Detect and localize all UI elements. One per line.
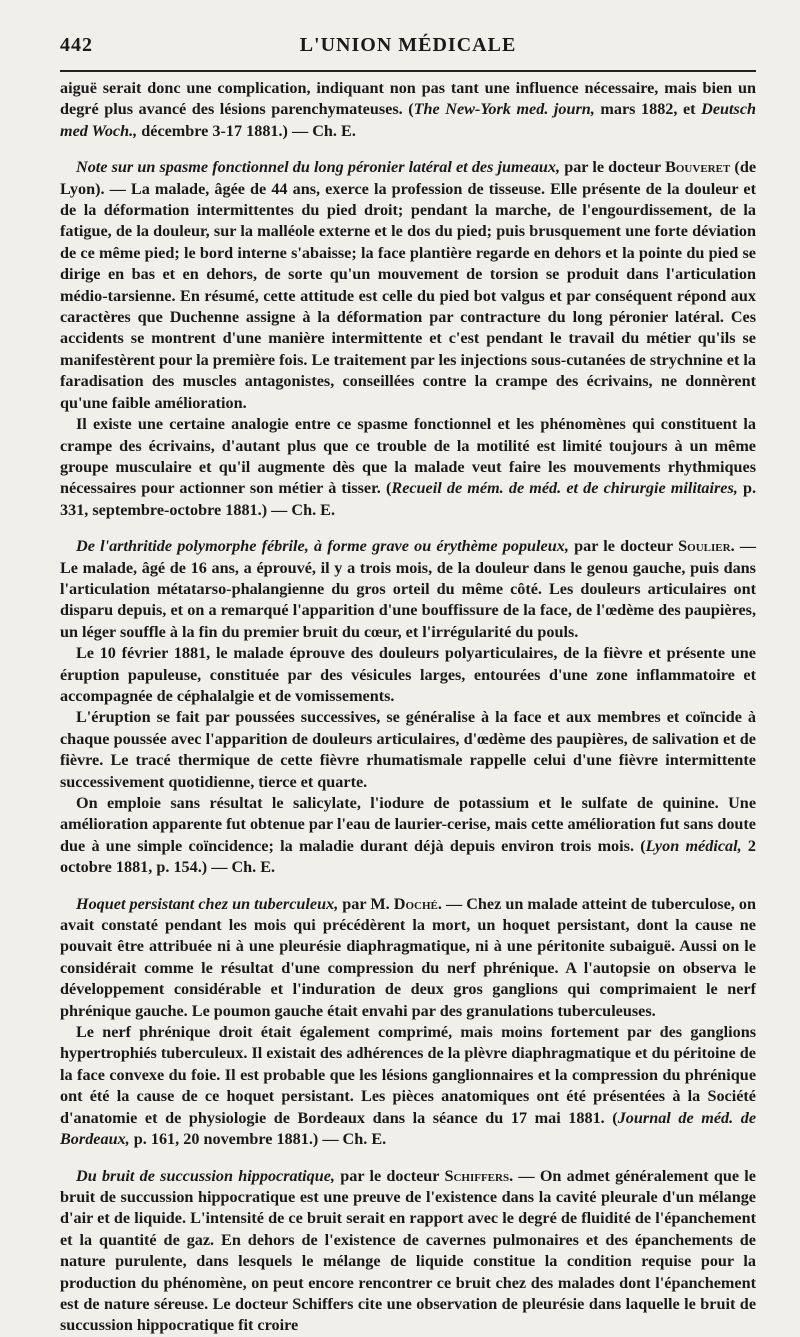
citation-source: Journal de méd. de Bordeaux, bbox=[60, 1108, 757, 1149]
citation-source: Deutsch med Woch., bbox=[60, 100, 757, 140]
page-number: 442 bbox=[60, 34, 93, 56]
article-author: Doché bbox=[393, 894, 438, 913]
article-title: Hoquet persistant chez un tuberculeux, bbox=[76, 894, 339, 913]
article-author: Bouveret bbox=[665, 158, 731, 177]
citation-source: Recueil de mém. de méd. et de chirurgie militaires, bbox=[391, 479, 738, 498]
article-spasme: Note sur un spasme fonctionnel du long péronier latéral et des jumeaux, par le docteur Bouveret (de Lyon). — La malade, âgée de 44 ans, exerce la profession de tisseuse. Elle présente de la douleur et de la déformation intermittentes du pied droit; pendant la marche, de l'engourdissement, de la fatigue, de la douleur, sur la malléole externe et le dos du pied; puis brusquement une forte déviation de ce même pied; le bord interne s'abaisse; la face plantière regarde en dehors et la pointe du pied se dirige en bas et en dehors, de sorte qu'un mouvement de torsion se produit dans l'articulation médio-tarsienne. En résumé, cette attitude est celle du pied bot valgus et par conséquent répond aux caractères que Duchenne assigne à la déformation par contracture du long péronier latéral. Ces accidents se montrent d'une manière intermittente et c'est pendant le travail du métier qu'ils se manifestèrent pour la première fois. Le traitement par les injections sous-cutanées de strychnine et la faradisation des muscles antagonistes, conseillées contre la crampe des écrivains, ne donnèrent qu'une faible amélioration. bbox=[60, 158, 757, 412]
article-title: Note sur un spasme fonctionnel du long péronier latéral et des jumeaux, bbox=[76, 158, 561, 177]
running-head bbox=[60, 34, 756, 58]
header-rule bbox=[60, 70, 756, 72]
article-title: Du bruit de succussion hippocratique, bbox=[76, 1166, 335, 1185]
citation-source: The New-York med. journ, bbox=[413, 100, 595, 119]
article-title: De l'arthritide polymorphe fébrile, à forme grave ou érythème populeux, bbox=[76, 537, 569, 556]
article-hoquet: Hoquet persistant chez un tuberculeux, par M. Doché. — Chez un malade atteint de tuberculose, on avait constaté pendant les mois qui précédèrent la mort, un hoquet persistant, dont la cause ne pouvait être attribuée ni à une pleurésie diaphragmatique, ni à une péritonite subaiguë. Aussi on le considérait comme le résultat d'une compression du nerf phrénique. A l'autopsie on observa le développement considérable et l'induration de deux gros ganglions qui comprimaient le nerf phrénique gauche. Le poumon gauche était envahi par des granulations tuberculeuses. bbox=[60, 894, 756, 1020]
article-author: Schiffers bbox=[444, 1166, 510, 1185]
paragraph: Le nerf phrénique droit était également comprimé, mais moins fortement par des ganglions hypertrophiés tuberculeux. Il existait des adhérences de la plèvre diaphragmatique et du péritoine de la face convexe du foie. Il est probable que les lésions ganglionnaires et la compression du phrénique ont été la cause de ce hoquet persistant. Les pièces anatomiques ont été présentées à la Société d'anatomie et de physiologie de Bordeaux dans la séance du 17 mai 1881. (Journal de méd. de Bordeaux, p. 161, 20 novembre 1881.) — Ch. E. bbox=[60, 1023, 757, 1149]
article-author: Soulier bbox=[678, 537, 731, 556]
article-arthritide: De l'arthritide polymorphe fébrile, à forme grave ou érythème populeux, par le docteur Soulier. — Le malade, âgé de 16 ans, a éprouvé, il y a trois mois, de la douleur dans le genou gauche, puis dans l'articulation métatarso-phalangienne du gros orteil du même côté. Les douleurs articulaires ont disparu depuis, et on a remarqué l'apparition d'une bouffissure de la face, de l'œdème des paupières, un léger souffle à la fin du premier bruit du cœur, et l'irrégularité du pouls. bbox=[60, 537, 757, 641]
citation-source: Lyon médical, bbox=[645, 836, 742, 855]
paragraph: Il existe une certaine analogie entre ce spasme fonctionnel et les phénomènes qui constituent la crampe des écrivains, d'autant plus que ce trouble de la motilité est limité toujours à un même groupe musculaire et qu'il augmente dès que la malade veut faire les mouvements rhythmiques nécessaires pour actionner son métier à tisser. (Recueil de mém. de méd. et de chirurgie militaires, p. 331, septembre-octobre 1881.) — Ch. E. bbox=[60, 415, 756, 519]
article-succussion: Du bruit de succussion hippocratique, par le docteur Schiffers. — On admet généralement que le bruit de succussion hippocratique est une preuve de l'existence dans la cavité pleurale d'un mélange d'air et de liquide. L'intensité de ce bruit serait en rapport avec le degré de fluidité de l'épanchement et la quantité de gaz. En dehors de l'existence de cavernes pulmonaires et des épanchements de nature purulente, dans lesquels le mélange de liquide constitue la condition requise pour la production du phénomène, on peut encore rencontrer ce bruit chez des malades dont l'épanchement est de nature séreuse. Le docteur Schiffers cite une observation de pleurésie dans laquelle le bruit de succussion hippocratique fit croire bbox=[60, 1166, 756, 1335]
paragraph-continuation: aiguë serait donc une complication, indiquant non pas tant une influence nécessaire, mais bien un degré plus avancé des lésions parenchymateuses. (The New-York med. journ, mars 1882, et Deutsch med Woch., décembre 3-17 1881.) — Ch. E. bbox=[60, 79, 757, 140]
paragraph: Le 10 février 1881, le malade éprouve des douleurs polyarticulaires, de la fièvre et présente une éruption papuleuse, constituée par des vésicules larges, entourées d'une zone inflammatoire et accompagnée de céphalalgie et de vomissements. bbox=[60, 644, 756, 705]
journal-title: L'UNION MÉDICALE bbox=[299, 34, 517, 56]
article-body bbox=[60, 78, 756, 1337]
paragraph: L'éruption se fait par poussées successives, se généralise à la face et aux membres et coïncide à chaque poussée avec l'apparition de douleurs articulaires, d'œdème des paupières, de salivation et de fièvre. Le tracé thermique de cette fièvre rhumatismale rappelle celui d'une fièvre intermittente successivement quotidienne, tierce et quarte. bbox=[60, 708, 756, 791]
paragraph: On emploie sans résultat le salicylate, l'iodure de potassium et le sulfate de quinine. Une amélioration apparente fut obtenue par l'eau de laurier-cerise, mais cette amélioration fut sans doute due à une simple coïncidence; la maladie durant déjà depuis environ trois mois. (Lyon médical, 2 octobre 1881, p. 154.) — Ch. E. bbox=[60, 794, 756, 877]
